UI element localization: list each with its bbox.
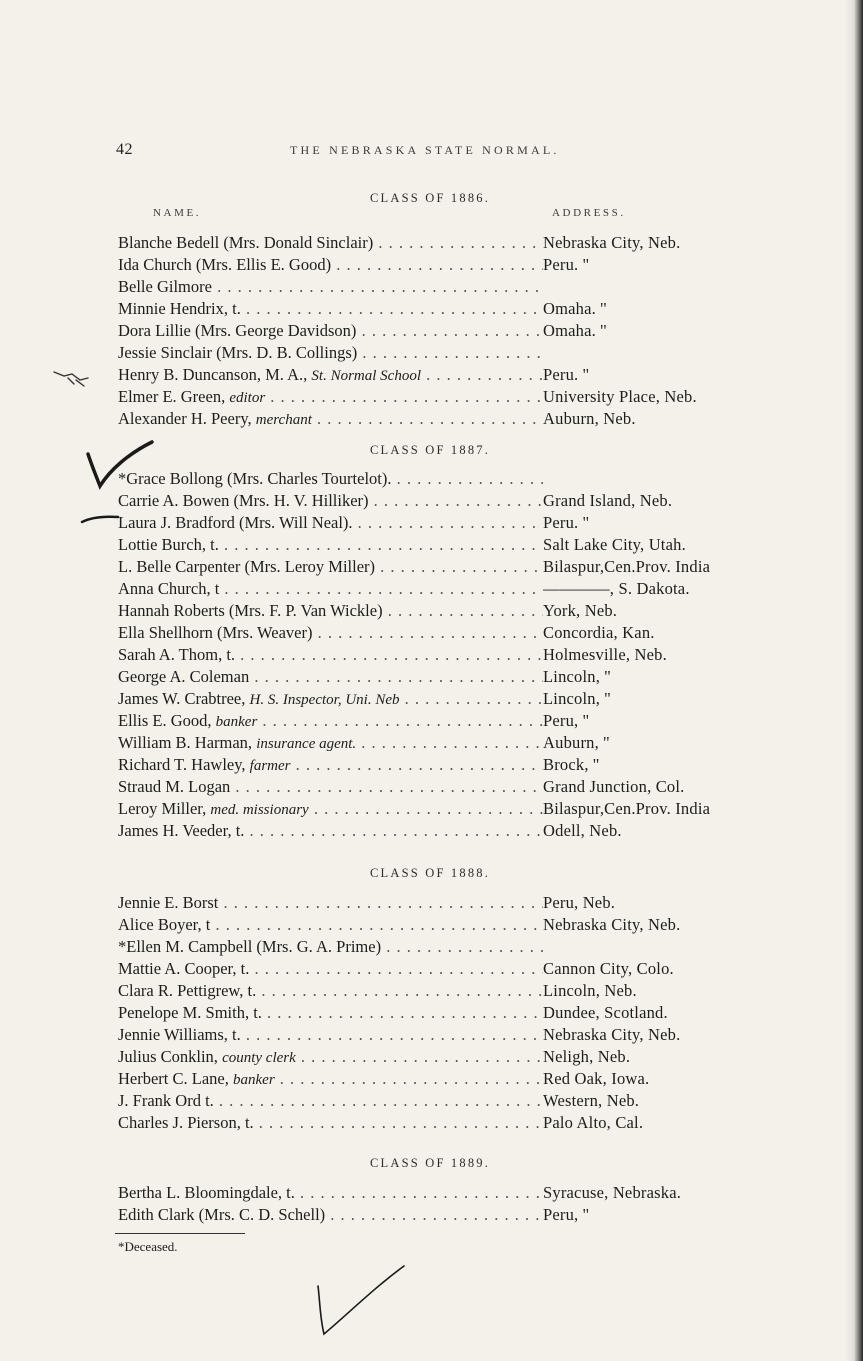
entry <box>118 1182 718 1204</box>
entry-name: Edith Clark (Mrs. C. D. Schell) . . . <box>118 1204 543 1226</box>
entry <box>118 914 718 936</box>
entry-name: Anna Church, t . . . <box>118 578 543 600</box>
dash-mark-icon <box>80 512 120 526</box>
entry <box>118 644 718 666</box>
entry-address: Nebraska City, Neb. <box>543 233 681 252</box>
entry-address: Grand Junction, Col. <box>543 777 685 796</box>
entry-name: Alice Boyer, t . . . <box>118 914 543 936</box>
entry-name: Clara R. Pettigrew, t. . . . <box>118 980 543 1002</box>
entry-name: Mattie A. Cooper, t. . . . <box>118 958 543 980</box>
entry <box>118 1112 718 1134</box>
entry-name: Alexander H. Peery, merchant . . . <box>118 408 543 430</box>
entry-name: Jennie Williams, t. . . . <box>118 1024 543 1046</box>
entry-address: Lincoln, Neb. <box>543 981 637 1000</box>
entry-name: Ellis E. Good, banker . . . <box>118 710 543 732</box>
entry-name: Minnie Hendrix, t. . . . <box>118 298 543 320</box>
entry-role: banker <box>215 714 258 730</box>
entry-name: Julius Conklin, county clerk . . . <box>118 1046 543 1068</box>
entry-address <box>543 468 783 490</box>
entry-name: Bertha L. Bloomingdale, t. . . . <box>118 1182 543 1204</box>
entry-address: Lincoln, '' <box>543 689 611 708</box>
entry-name: Laura J. Bradford (Mrs. Will Neal). . . . <box>118 512 543 534</box>
entry-name: Ella Shellhorn (Mrs. Weaver) . . . <box>118 622 543 644</box>
address-column-heading: ADDRESS. <box>552 207 626 219</box>
entry-name: William B. Harman, insurance agent. . . . <box>118 732 543 754</box>
entry <box>118 232 718 254</box>
entry <box>118 298 718 320</box>
entry-address <box>543 342 783 364</box>
pointing-hand-mark-icon <box>50 368 100 392</box>
entry-address: ————, S. Dakota. <box>543 579 690 598</box>
entry-address: Bilaspur,Cen.Prov. India <box>543 557 711 576</box>
entry-name: Penelope M. Smith, t. . . . <box>118 1002 543 1024</box>
entry-address: Dundee, Scotland. <box>543 1003 668 1022</box>
entry <box>118 820 718 842</box>
entry-role: banker <box>233 1072 275 1088</box>
entry <box>118 622 718 644</box>
entry-address: Peru, '' <box>543 711 590 730</box>
entry-name: Lottie Burch, t. . . . <box>118 534 543 556</box>
entry <box>118 600 718 622</box>
entry-role: med. missionary <box>210 802 309 818</box>
entry-address: Auburn, '' <box>543 733 610 752</box>
entry-name: Leroy Miller, med. missionary . . . <box>118 798 543 820</box>
entry <box>118 1068 718 1090</box>
entry-address: Bilaspur,Cen.Prov. India <box>543 799 711 818</box>
entry <box>118 980 718 1002</box>
entry-name: Jennie E. Borst . . . <box>118 892 543 914</box>
entry-address: Red Oak, Iowa. <box>543 1069 650 1088</box>
entry-name: *Grace Bollong (Mrs. Charles Tourtelot). . . . <box>118 468 543 490</box>
entry <box>118 754 718 776</box>
entry-name: Dora Lillie (Mrs. George Davidson) . . . <box>118 320 543 342</box>
entry <box>118 958 718 980</box>
entry <box>118 892 718 914</box>
entry <box>118 1024 718 1046</box>
entry-name: Henry B. Duncanson, M. A., St. Normal School . . . <box>118 364 543 386</box>
entry <box>118 512 718 534</box>
page-number: 42 <box>116 141 133 158</box>
entry-address: York, Neb. <box>543 601 618 620</box>
entry-name: Jessie Sinclair (Mrs. D. B. Collings) . . . <box>118 342 543 364</box>
entry-address: Peru, '' <box>543 1205 590 1224</box>
entry-name: Carrie A. Bowen (Mrs. H. V. Hilliker) . . . <box>118 490 543 512</box>
entry <box>118 710 718 732</box>
entry-name: *Ellen M. Campbell (Mrs. G. A. Prime) . . . <box>118 936 543 958</box>
entry-name: Sarah A. Thom, t. . . . <box>118 644 543 666</box>
entry-name: Ida Church (Mrs. Ellis E. Good) . . . <box>118 254 543 276</box>
entry <box>118 490 718 512</box>
entry-address: Salt Lake City, Utah. <box>543 535 686 554</box>
entry <box>118 1046 718 1068</box>
entry-name: Elmer E. Green, editor . . . <box>118 386 543 408</box>
entry <box>118 798 718 820</box>
entry-address: Omaha. '' <box>543 321 607 340</box>
entry <box>118 320 718 342</box>
entry-name: Blanche Bedell (Mrs. Donald Sinclair) . . . <box>118 232 543 254</box>
entry-address: Palo Alto, Cal. <box>543 1113 644 1132</box>
entry <box>118 276 718 298</box>
entry-address: Nebraska City, Neb. <box>543 915 681 934</box>
entry-address: Peru. '' <box>543 255 590 274</box>
entry-name: Hannah Roberts (Mrs. F. P. Van Wickle) . . . <box>118 600 543 622</box>
entry-address: Nebraska City, Neb. <box>543 1025 681 1044</box>
page-edge-shadow <box>845 0 863 1361</box>
entry-address: Western, Neb. <box>543 1091 640 1110</box>
entry-address: Brock, '' <box>543 755 600 774</box>
entry-name: George A. Coleman . . . <box>118 666 543 688</box>
entry-name: Charles J. Pierson, t. . . . <box>118 1112 543 1134</box>
entry-role: St. Normal School <box>311 368 421 384</box>
name-column-heading: NAME. <box>153 207 202 219</box>
entry <box>118 556 718 578</box>
entry-address: Peru, Neb. <box>543 893 616 912</box>
entry <box>118 1002 718 1024</box>
entry-address: Peru. '' <box>543 513 590 532</box>
entry <box>118 386 718 408</box>
entry-name: J. Frank Ord t. . . . <box>118 1090 543 1112</box>
class-heading-1887: CLASS OF 1887. <box>370 443 491 457</box>
entry <box>118 254 718 276</box>
entry-role: merchant <box>255 412 312 428</box>
check-mark-icon <box>310 1262 410 1342</box>
entry <box>118 578 718 600</box>
entry-address: Lincoln, '' <box>543 667 611 686</box>
entry-role: insurance agent. <box>256 736 357 752</box>
entry <box>118 936 718 958</box>
entry-address <box>543 276 783 298</box>
entry-address: University Place, Neb. <box>543 387 697 406</box>
running-head: THE NEBRASKA STATE NORMAL. <box>290 143 560 157</box>
entry-name: Belle Gilmore . . . <box>118 276 543 298</box>
footnote: *Deceased. <box>118 1239 178 1254</box>
entry <box>118 342 718 364</box>
class-heading-1886: CLASS OF 1886. <box>370 191 491 205</box>
entry-name: L. Belle Carpenter (Mrs. Leroy Miller) . . . <box>118 556 543 578</box>
entry-address: Neligh, Neb. <box>543 1047 631 1066</box>
entry <box>118 732 718 754</box>
entry-name: Richard T. Hawley, farmer . . . <box>118 754 543 776</box>
entry-address <box>543 936 783 958</box>
entry <box>118 776 718 798</box>
entry-address: Odell, Neb. <box>543 821 622 840</box>
entry <box>118 1090 718 1112</box>
entry-role: H. S. Inspector, Uni. Neb <box>249 692 400 708</box>
entry <box>118 666 718 688</box>
entry-name: James H. Veeder, t. . . . <box>118 820 543 842</box>
entry-address: Grand Island, Neb. <box>543 491 673 510</box>
entry <box>118 408 718 430</box>
entry-role: editor <box>229 390 266 406</box>
class-heading-1888: CLASS OF 1888. <box>370 866 491 880</box>
entry-role: farmer <box>249 758 291 774</box>
entry <box>118 364 718 386</box>
entry <box>118 1204 718 1226</box>
entry <box>118 688 718 710</box>
entry-address: Auburn, Neb. <box>543 409 636 428</box>
entry-name: James W. Crabtree, H. S. Inspector, Uni. Neb . . . <box>118 688 543 710</box>
entry-address: Holmesville, Neb. <box>543 645 667 664</box>
footnote-rule <box>115 1233 245 1234</box>
entry <box>118 534 718 556</box>
entry-role: county clerk <box>222 1050 296 1066</box>
entry-address: Syracuse, Nebraska. <box>543 1183 682 1202</box>
entry <box>118 468 718 490</box>
entry-address: Concordia, Kan. <box>543 623 655 642</box>
entry-address: Peru. '' <box>543 365 590 384</box>
class-heading-1889: CLASS OF 1889. <box>370 1156 491 1170</box>
entry-address: Cannon City, Colo. <box>543 959 674 978</box>
entry-address: Omaha. '' <box>543 299 607 318</box>
entry-name: Straud M. Logan . . . <box>118 776 543 798</box>
entry-name: Herbert C. Lane, banker . . . <box>118 1068 543 1090</box>
